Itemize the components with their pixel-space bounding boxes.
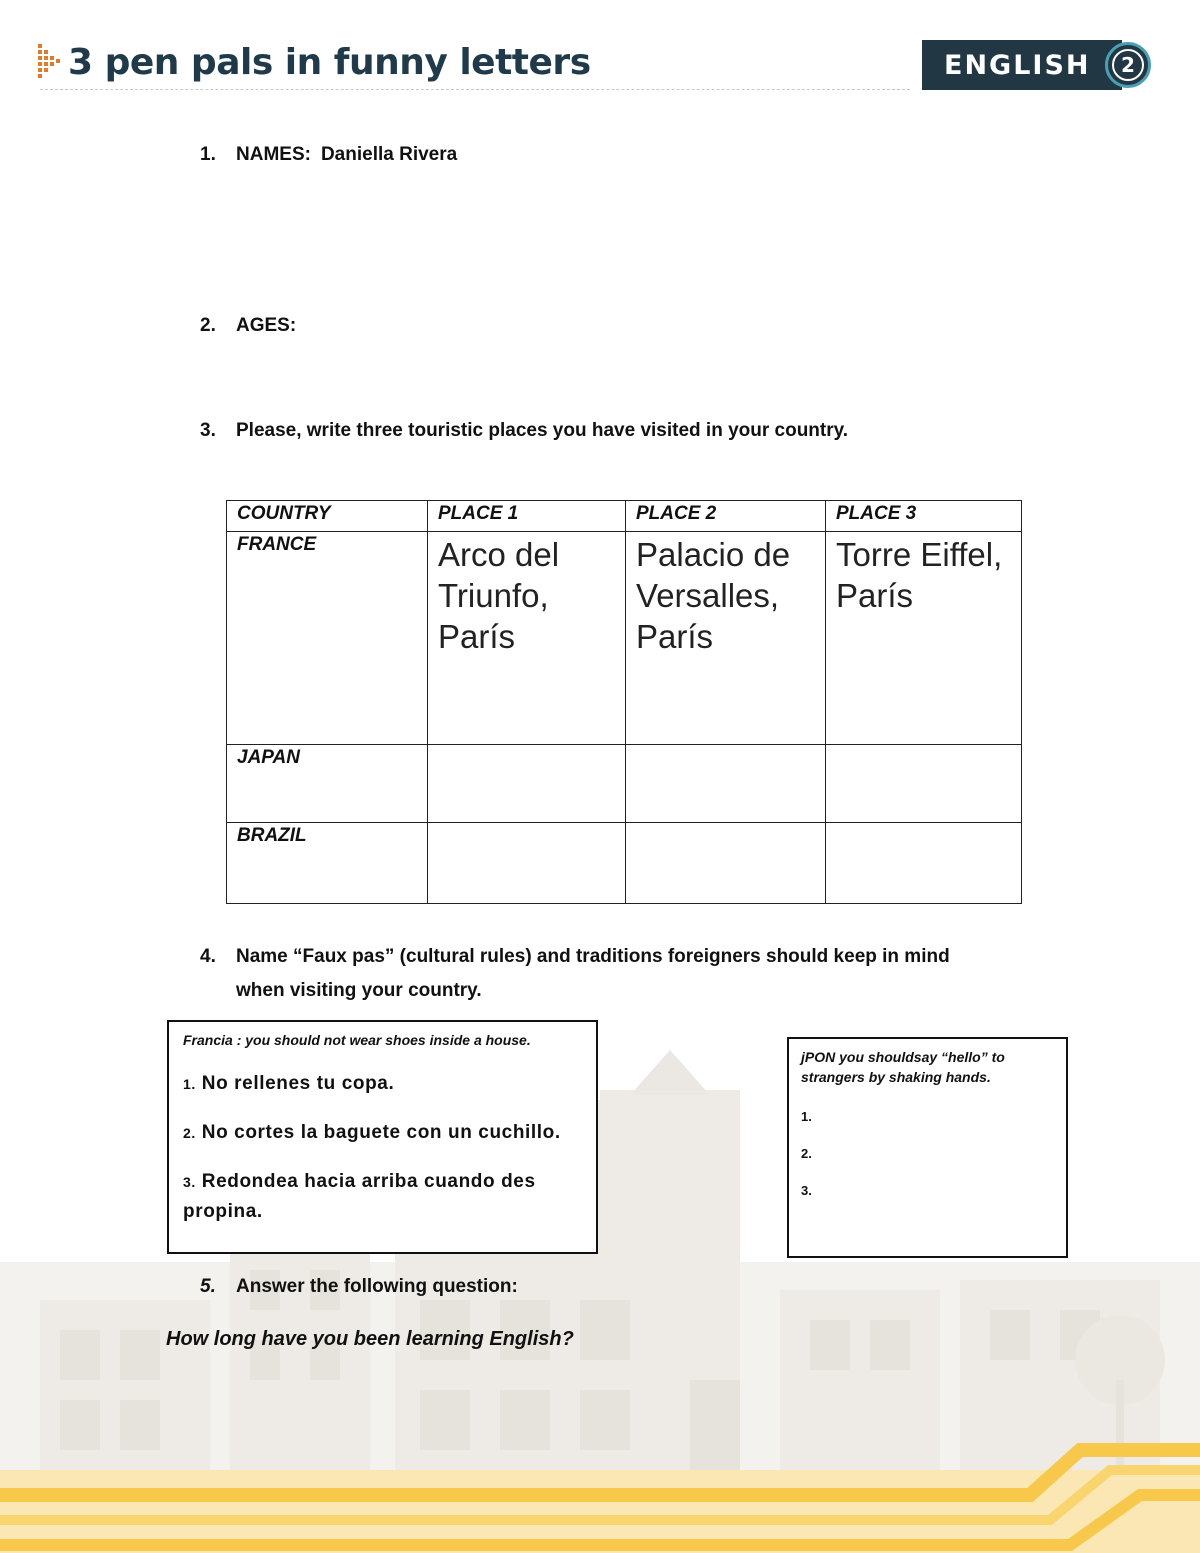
table-cell-place-2[interactable] — [626, 745, 826, 823]
question-5 — [200, 1276, 518, 1298]
question-3-number: 3. — [200, 420, 216, 441]
table-cell-place-1[interactable] — [428, 823, 626, 904]
header — [36, 40, 591, 84]
question-3-label: Please, write three touristic places you have visited in your country. — [236, 420, 849, 441]
table-header-place-3: PLACE 3 — [826, 501, 1022, 532]
list-item — [801, 1146, 1054, 1161]
list-item-number: 1. — [801, 1109, 812, 1124]
japan-box-heading: jPON you shouldsay “hello” to strangers by shaking hands. — [801, 1049, 1005, 1085]
title-divider — [40, 89, 910, 90]
question-4-line-2: when visiting your country. — [236, 980, 482, 1001]
page-title: 3 pen pals in funny letters — [68, 41, 591, 83]
question-1-answer: Daniella Rivera — [320, 144, 458, 165]
question-2 — [200, 315, 296, 337]
table-cell-place-3[interactable] — [826, 745, 1022, 823]
france-faux-pas-box[interactable] — [167, 1020, 598, 1254]
question-1-label: NAMES: — [236, 144, 311, 165]
list-item — [183, 1118, 582, 1148]
table-cell-country: JAPAN — [227, 745, 428, 823]
table-cell-place-1[interactable] — [428, 745, 626, 823]
table-cell-country: BRAZIL — [227, 823, 428, 904]
list-item-number: 1. — [183, 1076, 196, 1092]
question-2-label: AGES: — [236, 315, 297, 336]
question-4 — [200, 940, 1020, 1008]
question-1 — [200, 144, 457, 166]
table-header-country: COUNTRY — [227, 501, 428, 532]
list-item-number: 3. — [183, 1174, 196, 1190]
final-question: How long have you been learning English? — [166, 1328, 574, 1350]
question-3 — [200, 420, 848, 442]
table-header-place-2: PLACE 2 — [626, 501, 826, 532]
france-box-heading: Francia : you should not wear shoes inside a house. — [183, 1032, 531, 1048]
course-badge-label: ENGLISH — [944, 49, 1091, 81]
list-item — [801, 1183, 1054, 1198]
table-row — [227, 532, 1022, 745]
japan-faux-pas-box[interactable] — [787, 1037, 1068, 1258]
list-item — [183, 1167, 582, 1226]
list-item — [801, 1109, 1054, 1124]
table-row — [227, 745, 1022, 823]
question-5-label: Answer the following question: — [236, 1276, 518, 1297]
table-row — [227, 823, 1022, 904]
list-item — [183, 1069, 582, 1099]
level-number: 2 — [1112, 49, 1144, 81]
list-item-text: No rellenes tu copa. — [201, 1073, 395, 1094]
play-arrow-icon — [36, 40, 64, 84]
table-header-place-1: PLACE 1 — [428, 501, 626, 532]
question-2-number: 2. — [200, 315, 216, 336]
list-item-number: 3. — [801, 1183, 812, 1198]
table-cell-place-2[interactable]: Palacio de Versalles, París — [626, 532, 826, 745]
question-1-number: 1. — [200, 144, 216, 165]
places-table — [226, 500, 1022, 904]
list-item-number: 2. — [801, 1146, 812, 1161]
question-4-number: 4. — [200, 946, 216, 967]
question-5-number: 5. — [200, 1276, 216, 1297]
table-header-row — [227, 501, 1022, 532]
level-badge — [1105, 42, 1151, 88]
list-item-number: 2. — [183, 1125, 196, 1141]
list-item-text: Redondea hacia arriba cuando des propina. — [183, 1171, 536, 1222]
list-item-text: No cortes la baguete con un cuchillo. — [201, 1122, 561, 1143]
question-4-line-1: Name “Faux pas” (cultural rules) and traditions foreigners should keep in mind — [236, 946, 950, 967]
table-cell-place-3[interactable] — [826, 823, 1022, 904]
table-cell-place-2[interactable] — [626, 823, 826, 904]
table-cell-place-1[interactable]: Arco del Triunfo, París — [428, 532, 626, 745]
course-badge — [922, 40, 1122, 90]
table-cell-country: FRANCE — [227, 532, 428, 745]
table-cell-place-3[interactable]: Torre Eiffel, París — [826, 532, 1022, 745]
